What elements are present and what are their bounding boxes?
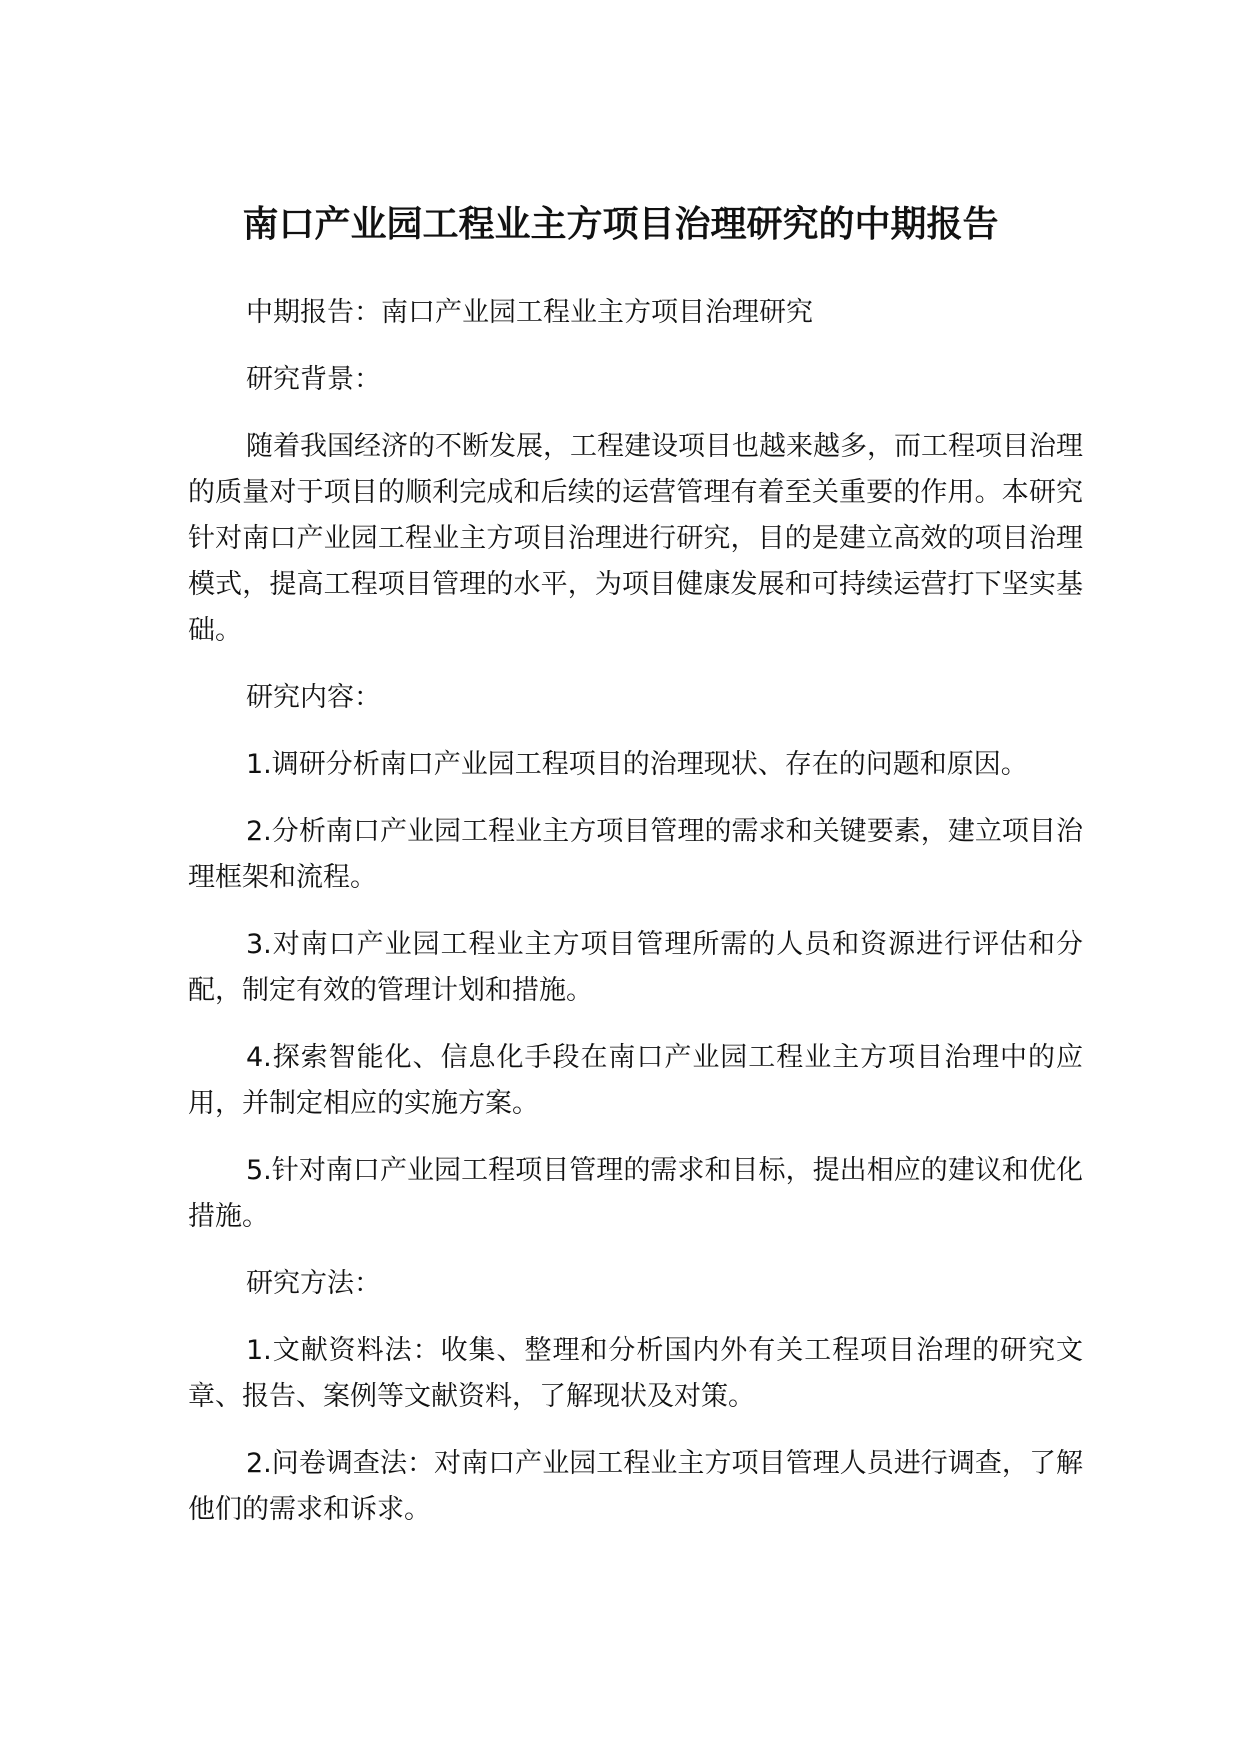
- background-paragraph: 随着我国经济的不断发展，工程建设项目也越来越多，而工程项目治理的质量对于项目的顺利完成和后续的运营管理有着至关重要的作用。本研究针对南口产业园工程业主方项目治理进行研究，目的是建立高效的项目治理模式，提高工程项目管理的水平，为项目健康发展和可持续运营打下坚实基础。: [188, 431, 1083, 646]
- content-item-3: 3.对南口产业园工程业主方项目管理所需的人员和资源进行评估和分配，制定有效的管理计划和措施。: [188, 929, 1083, 1006]
- document-body: [188, 290, 1083, 1554]
- content-item-4: 4.探索智能化、信息化手段在南口产业园工程业主方项目治理中的应用，并制定相应的实施方案。: [188, 1042, 1083, 1119]
- method-item-1: 1.文献资料法：收集、整理和分析国内外有关工程项目治理的研究文章、报告、案例等文献资料，了解现状及对策。: [188, 1335, 1083, 1412]
- content-item-2: 2.分析南口产业园工程业主方项目管理的需求和关键要素，建立项目治理框架和流程。: [188, 816, 1083, 893]
- section-heading-methods: 研究方法：: [246, 1268, 381, 1299]
- report-subtitle: 中期报告：南口产业园工程业主方项目治理研究: [246, 297, 813, 328]
- document-title: 南口产业园工程业主方项目治理研究的中期报告: [242, 204, 999, 246]
- section-heading-content: 研究内容：: [246, 682, 381, 713]
- section-heading-background: 研究背景：: [246, 364, 381, 395]
- content-item-5: 5.针对南口产业园工程项目管理的需求和目标，提出相应的建议和优化措施。: [188, 1155, 1083, 1232]
- content-item-1: 1.调研分析南口产业园工程项目的治理现状、存在的问题和原因。: [246, 749, 1028, 780]
- method-item-2: 2.问卷调查法：对南口产业园工程业主方项目管理人员进行调查，了解他们的需求和诉求。: [188, 1448, 1083, 1525]
